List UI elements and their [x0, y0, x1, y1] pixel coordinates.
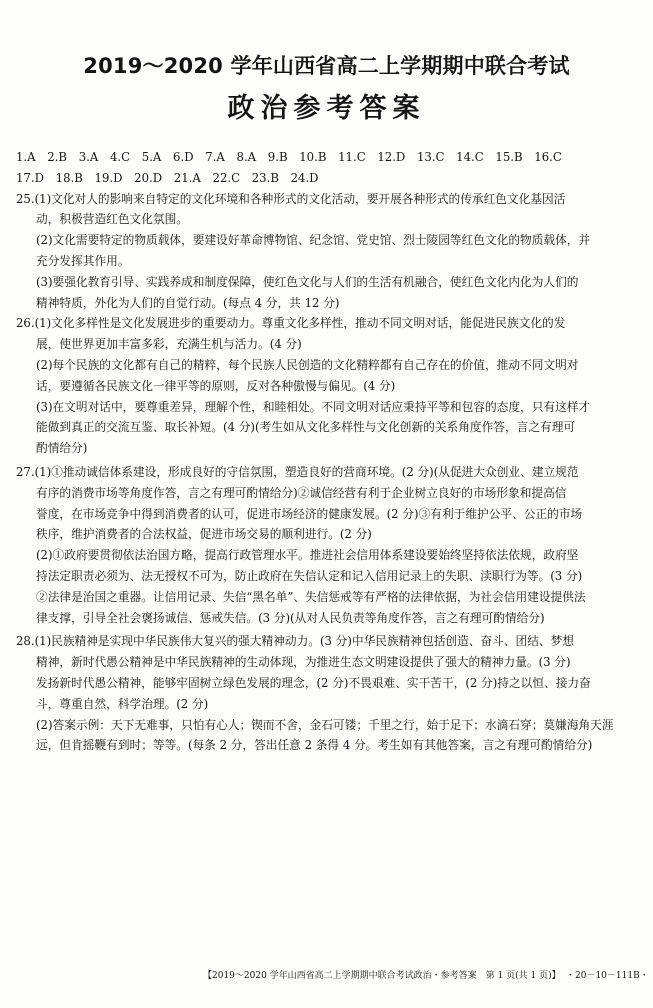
q28-line: (2)答案示例：天下无难事，只怕有心人；锲而不舍，金石可镂；千里之行，始于足下；水滴石穿；莫嫌海角天涯 — [36, 717, 614, 732]
answer-body — [16, 147, 640, 756]
q26-line: 酌情给分) — [36, 441, 88, 456]
q25-line: 精神特质，外化为人们的自觉行动。(每点 4 分，共 12 分) — [36, 295, 340, 310]
q26-line: (2)每个民族的文化都有自己的精粹，每个民族人民创造的文化精粹都有自己存在的价值，推动不同文明对 — [36, 357, 579, 372]
q28-line: 发扬新时代愚公精神，能够牢固树立绿色发展的理念，(2 分)不畏艰难、实干苦干，(2 分)持之以恒、接力奋 — [36, 675, 591, 690]
q26-line: 能做到真正的交流互鉴、取长补短。(4 分)(考生如从文化多样性与文化创新的关系角度作答，言之有理可 — [36, 420, 576, 435]
q25-line: (3)要强化教育引导、实践养成和制度保障，使红色文化与人们的生活有机融合，使红色文化内化为人们的 — [36, 274, 579, 289]
q26-line: (3)在文明对话中，要尊重差异，理解个性，和睦相处。不同文明对话应秉持平等和包容的态度，只有这样才 — [36, 399, 591, 414]
q25-line: (2)文化需要特定的物质载体，要建设好革命博物馆、纪念馆、党史馆、烈士陵园等红色文化的物质载体，并 — [36, 233, 591, 248]
q27-line: 有序的消费市场等角度作答，言之有理可酌情给分)②诚信经营有利于企业树立良好的市场形象和提高信 — [36, 485, 567, 500]
q26-line: 展，使世界更加丰富多彩，充满生机与活力。(4 分) — [36, 337, 302, 352]
footer-page-info: 【2019～2020 学年山西省高二上学期期中联合考试政治・参考答案 第 1 页(共 1 页)】 — [203, 971, 561, 981]
q26-line: 话，要遵循各民族文化一律平等的原则，反对各种傲慢与偏见。(4 分) — [36, 378, 396, 393]
q27-line: 律支撑，引导全社会褒扬诚信、惩戒失信。(3 分)(从对人民负责等角度作答，言之有理可酌情给分) — [36, 610, 545, 625]
q27-line: (2)①政府要贯彻依法治国方略，提高行政管理水平。推进社会信用体系建设要始终坚持依法依规，政府坚 — [36, 548, 579, 563]
q28-line: 远，但肯摇鞭有到时；等等。(每条 2 分，答出任意 2 条得 4 分。考生如有其他答案，言之有理可酌情给分) — [36, 738, 593, 753]
q25-line: 25.(1)文化对人的影响来自特定的文化环境和各种形式的文化活动，要开展各种形式的传承红色文化基因活 — [16, 191, 566, 206]
q27-line: 誉度，在市场竞争中得到消费者的认可，促进市场经济的健康发展。(2 分)③有利于维护公平、公正的市场 — [36, 506, 583, 521]
q27-line: 27.(1)①推动诚信体系建设，形成良好的守信氛围，塑造良好的营商环境。(2 分)(从促进大众创业、建立规范 — [16, 464, 579, 479]
answer-key-title: 政治参考答案 — [227, 93, 426, 124]
exam-title: 2019～2020 学年山西省高二上学期期中联合考试 — [83, 54, 570, 78]
mc-answers-row-2: 17.D 18.B 19.D 20.D 21.A 22.C 23.B 24.D — [16, 170, 319, 185]
q26-line: 26.(1)文化多样性是文化发展进步的重要动力。尊重文化多样性，推动不同文明对话，能促进民族文化的发 — [16, 316, 566, 331]
q27-line: 秩序，维护消费者的合法权益，促进市场交易的顺利进行。(2 分) — [36, 527, 372, 542]
q28-line: 精神，新时代愚公精神是中华民族精神的生动体现，为推进生态文明建设提供了强大的精神力量。(3 分) — [36, 655, 571, 670]
q28-line: 28.(1)民族精神是实现中华民族伟大复兴的强大精神动力。(3 分)中华民族精神包括创造、奋斗、团结、梦想 — [16, 634, 574, 649]
footer-code: ・20－10－111B・ — [566, 971, 649, 981]
q28-line: 斗，尊重自然，科学治理。(2 分) — [36, 696, 209, 711]
q27-line: ②法律是治国之重器。让信用记录、失信“黑名单”、失信惩戒等有严格的法律依据，为社会信用建设提供法 — [36, 589, 586, 604]
q25-line: 充分发挥其作用。 — [36, 253, 130, 268]
q27-line: 持法定职责必须为、法无授权不可为，防止政府在失信认定和记入信用记录上的失职、渎职行为等。(3 分) — [36, 568, 583, 583]
mc-answers-row-1: 1.A 2.B 3.A 4.C 5.A 6.D 7.A 8.A 9.B 10.B 11.C 12.D 13.C 14.C 15.B 16.C — [16, 150, 562, 164]
q25-line: 动，积极营造红色文化氛围。 — [36, 212, 188, 227]
